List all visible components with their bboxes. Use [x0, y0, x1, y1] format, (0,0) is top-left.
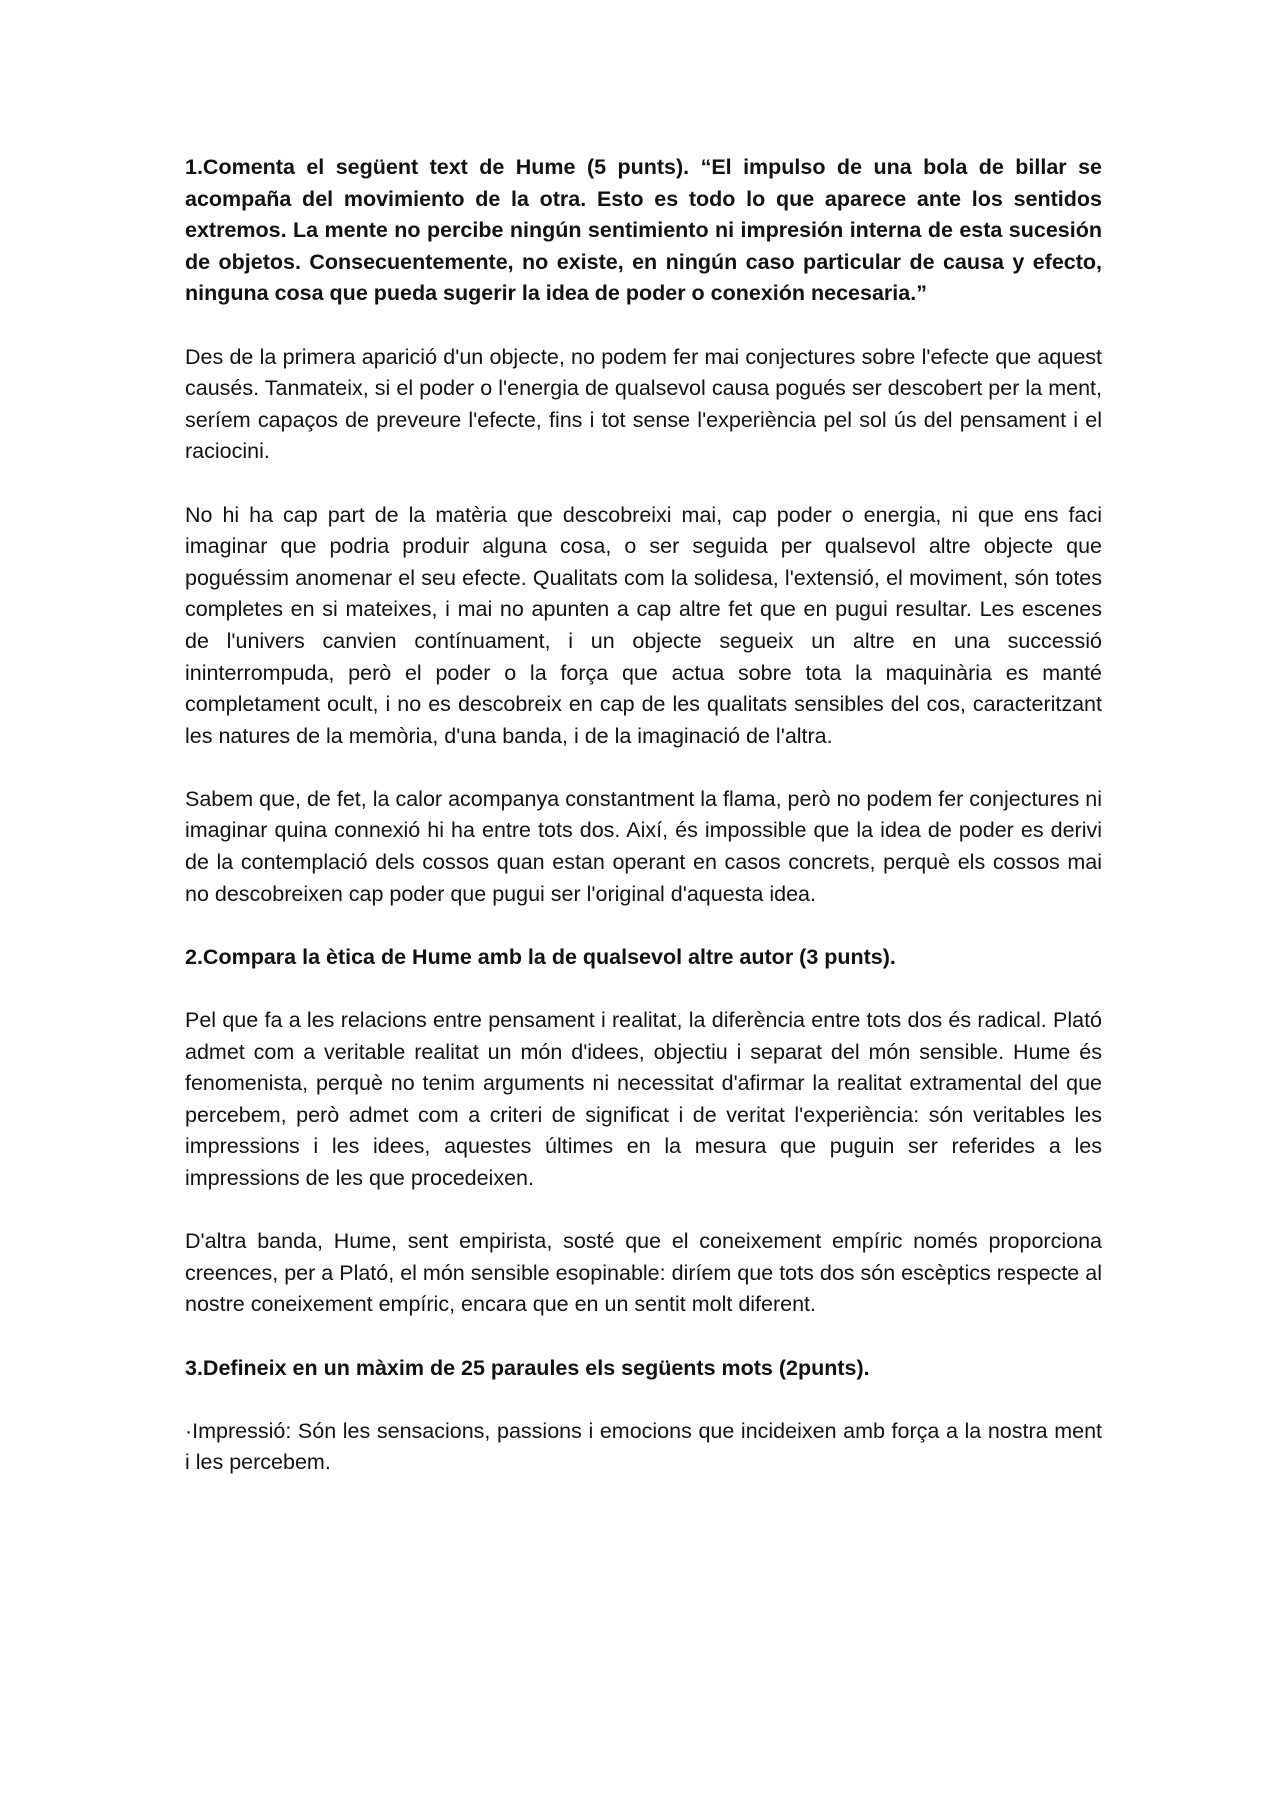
document-page — [185, 152, 1102, 1511]
question-3-prompt: 3.Defineix en un màxim de 25 paraules els següents mots (2punts). — [185, 1355, 870, 1380]
question-2-prompt: 2.Compara la ètica de Hume amb la de qualsevol altre autor (3 punts). — [185, 944, 896, 969]
question-3-answer-definition: ·Impressió: Són les sensacions, passions i emocions que incideixen amb força a la nostra ment i les percebem. — [185, 1418, 1102, 1475]
question-1-prompt: 1.Comenta el següent text de Hume (5 punts). “El impulso de una bola de billar se acompaña del movimiento de la otra. Esto es todo lo que aparece ante los sentidos extremos. La mente no percibe ningún sentimiento ni impresión interna de esta sucesión de objetos. Consecuentemente, no existe, en ningún caso particular de causa y efecto, ninguna cosa que pueda sugerir la idea de poder o conexión necesaria.” — [185, 155, 1102, 306]
question-1-answer-paragraph-3: Sabem que, de fet, la calor acompanya constantment la flama, però no podem fer conjectures ni imaginar quina connexió hi ha entre tots dos. Així, és impossible que la idea de poder es derivi de la contemplació dels cossos quan estan operant en casos concrets, perquè els cossos mai no descobreixen cap poder que pugui ser l'original d'aquesta idea. — [185, 786, 1102, 906]
question-2-answer-paragraph-2: D'altra banda, Hume, sent empirista, sosté que el coneixement empíric només proporciona creences, per a Plató, el món sensible esopinable: diríem que tots dos són escèptics respecte al nostre coneixement empíric, encara que en un sentit molt diferent. — [185, 1229, 1102, 1317]
question-1-answer-paragraph-2: No hi ha cap part de la matèria que descobreixi mai, cap poder o energia, ni que ens faci imaginar que podria produir alguna cosa, o ser seguida per qualsevol altre objecte que poguéssim anomenar el seu efecte. Qualitats com la solidesa, l'extensió, el moviment, són totes completes en si mateixes, i mai no apunten a cap altre fet que en pugui resultar. Les escenes de l'univers canvien contínuament, i un objecte segueix un altre en una successió ininterrompuda, però el poder o la força que actua sobre tota la maquinària es manté completament ocult, i no es descobreix en cap de les qualitats sensibles del cos, caracteritzant les natures de la memòria, d'una banda, i de la imaginació de l'altra. — [185, 502, 1102, 748]
question-1-answer-paragraph-1: Des de la primera aparició d'un objecte, no podem fer mai conjectures sobre l'efecte que aquest causés. Tanmateix, si el poder o l'energia de qualsevol causa pogués ser descobert per la ment, seríem capaços de preveure l'efecte, fins i tot sense l'experiència pel sol ús del pensament i el raciocini. — [185, 344, 1102, 464]
question-2-answer-paragraph-1: Pel que fa a les relacions entre pensament i realitat, la diferència entre tots dos és radical. Plató admet com a veritable realitat un món d'idees, objectiu i separat del món sensible. Hume és fenomenista, perquè no tenim arguments ni necessitat d'afirmar la realitat extramental del que percebem, però admet com a criteri de significat i de veritat l'experiència: són veritables les impressions i les idees, aquestes últimes en la mesura que puguin ser referides a les impressions de les que procedeixen. — [185, 1008, 1102, 1190]
